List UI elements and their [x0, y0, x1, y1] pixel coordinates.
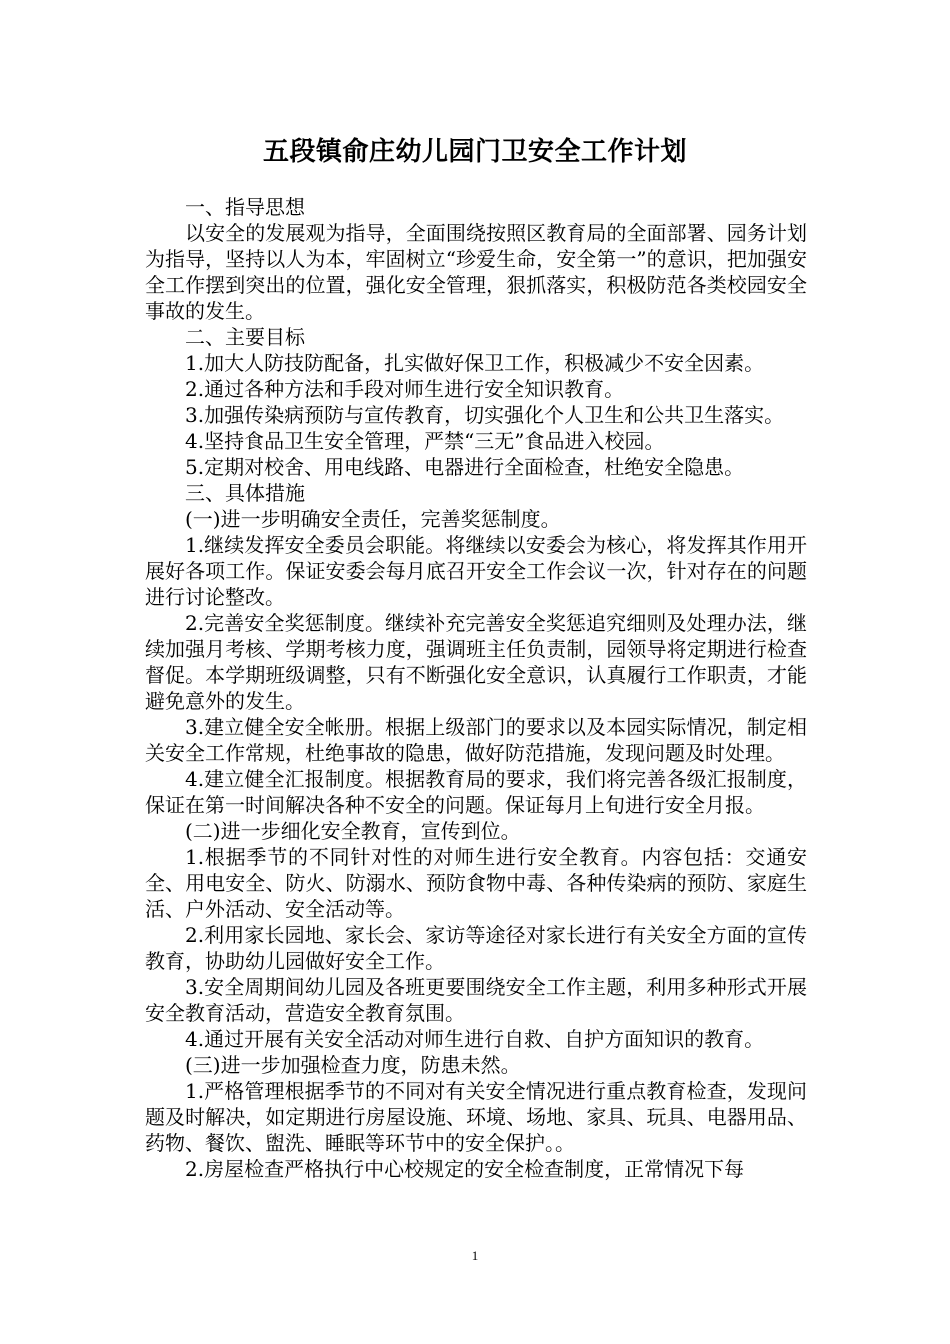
- section-heading: 一、指导思想: [185, 195, 305, 219]
- page-number: 1: [471, 1248, 479, 1263]
- section-heading: 三、具体措施: [185, 481, 305, 505]
- list-item: 2.完善安全奖惩制度。继续补充完善安全奖惩追究细则及处理办法，继续加强月考核、学期考核力度，强调班主任负责制，园领导将定期进行检查督促。本学期班级调整，只有不断强化安全意识，认真履行工作职责，才能避免意外的发生。: [145, 611, 807, 713]
- list-item: 4.坚持食品卫生安全管理，严禁“三无”食品进入校园。: [185, 429, 665, 453]
- list-item: 3.加强传染病预防与宣传教育，切实强化个人卫生和公共卫生落实。: [185, 403, 785, 427]
- list-item: 4.通过开展有关安全活动对师生进行自救、自护方面知识的教育。: [185, 1027, 765, 1051]
- section-heading: 二、主要目标: [185, 325, 305, 349]
- subsection-heading: (二)进一步细化安全教育，宣传到位。: [185, 819, 521, 843]
- list-item: 2.通过各种方法和手段对师生进行安全知识教育。: [185, 377, 625, 401]
- list-item: 1.严格管理根据季节的不同对有关安全情况进行重点教育检查，发现问题及时解决，如定期进行房屋设施、环境、场地、家具、玩具、电器用品、药物、餐饮、盥洗、睡眠等环节中的安全保护。。: [145, 1079, 807, 1155]
- paragraph: 以安全的发展观为指导，全面围绕按照区教育局的全面部署、园务计划为指导，坚持以人为本，牢固树立“珍爱生命，安全第一”的意识，把加强安全工作摆到突出的位置，强化安全管理，狠抓落实，积极防范各类校园安全事故的发生。: [145, 221, 807, 323]
- list-item: 5.定期对校舍、用电线路、电器进行全面检查，杜绝安全隐患。: [185, 455, 745, 479]
- subsection-heading: (三)进一步加强检查力度，防患未然。: [185, 1053, 521, 1077]
- list-item: 2.利用家长园地、家长会、家访等途径对家长进行有关安全方面的宣传教育，协助幼儿园做好安全工作。: [145, 923, 807, 973]
- document-body: [145, 194, 807, 1182]
- document-title: 五段镇俞庄幼儿园门卫安全工作计划: [262, 137, 687, 167]
- list-item: 1.加大人防技防配备，扎实做好保卫工作，积极减少不安全因素。: [185, 351, 765, 375]
- list-item: 1.继续发挥安全委员会职能。将继续以安委会为核心，将发挥其作用开展好各项工作。保证安委会每月底召开安全工作会议一次，针对存在的问题进行讨论整改。: [145, 533, 807, 609]
- list-item: 3.建立健全安全帐册。根据上级部门的要求以及本园实际情况，制定相关安全工作常规，杜绝事故的隐患，做好防范措施，发现问题及时处理。: [145, 715, 807, 765]
- list-item: 3.安全周期间幼儿园及各班更要围绕安全工作主题，利用多种形式开展安全教育活动，营造安全教育氛围。: [145, 975, 807, 1025]
- list-item: 2.房屋检查严格执行中心校规定的安全检查制度，正常情况下每: [185, 1157, 745, 1181]
- subsection-heading: (一)进一步明确安全责任，完善奖惩制度。: [185, 507, 561, 531]
- list-item: 1.根据季节的不同针对性的对师生进行安全教育。内容包括：交通安全、用电安全、防火、防溺水、预防食物中毒、各种传染病的预防、家庭生活、户外活动、安全活动等。: [145, 845, 807, 921]
- list-item: 4.建立健全汇报制度。根据教育局的要求，我们将完善各级汇报制度，保证在第一时间解决各种不安全的问题。保证每月上旬进行安全月报。: [145, 767, 807, 817]
